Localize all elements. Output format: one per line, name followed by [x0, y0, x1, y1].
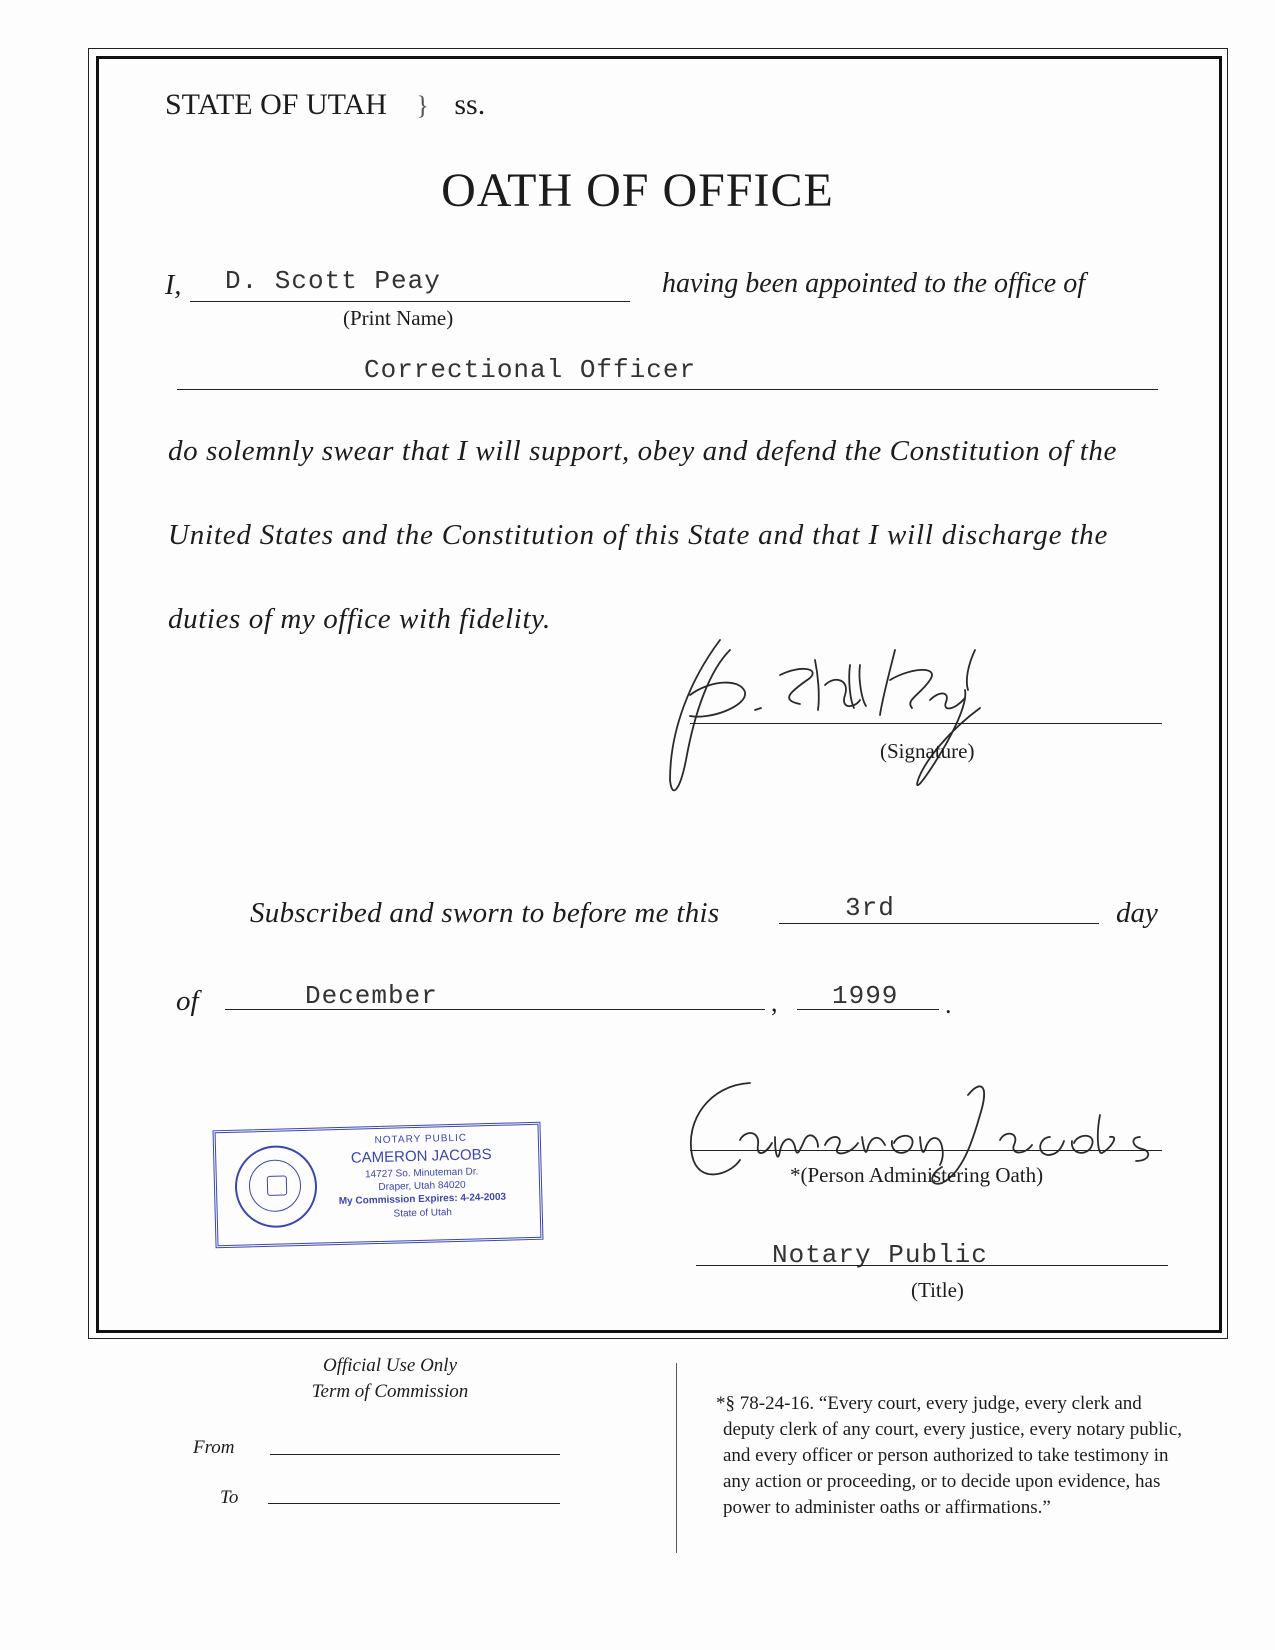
- subscribed-text: Subscribed and sworn to before me this: [250, 897, 720, 929]
- i-prefix: I,: [165, 270, 182, 301]
- month-value: December: [305, 981, 438, 1011]
- official-use-heading: Official Use Only: [322, 1355, 458, 1376]
- day-value: 3rd: [845, 893, 895, 923]
- administrator-line: [690, 1150, 1162, 1151]
- page-title: OATH OF OFFICE: [441, 164, 834, 217]
- month-line: [225, 1009, 765, 1010]
- month-comma: ,: [771, 988, 778, 1017]
- administrator-caption: *(Person Administering Oath): [790, 1163, 1044, 1187]
- ss-label: ss.: [454, 88, 486, 121]
- print-name-value: D. Scott Peay: [225, 266, 441, 296]
- statute-line-2: deputy clerk of any court, every justice, every notary public,: [723, 1419, 1182, 1440]
- state-seal-icon: [234, 1145, 318, 1229]
- statute-line-3: and every officer or person authorized to take testimony in: [723, 1445, 1169, 1466]
- stamp-name: CAMERON JACOBS: [350, 1146, 492, 1167]
- statute-line-5: power to administer oaths or affirmations.”: [723, 1497, 1051, 1518]
- office-line: [177, 389, 1158, 390]
- title-caption: (Title): [911, 1278, 964, 1302]
- year-line: [797, 1009, 939, 1010]
- bracket-glyph: }: [416, 91, 429, 120]
- from-line: [270, 1454, 560, 1455]
- print-name-line: [190, 301, 630, 302]
- oath-line-1: do solemnly swear that I will support, obey and defend the Constitution of the: [168, 435, 1117, 467]
- oath-line-3: duties of my office with fidelity.: [168, 603, 551, 635]
- title-value: Notary Public: [772, 1240, 988, 1270]
- stamp-commission: My Commission Expires: 4-24-2003: [338, 1191, 507, 1208]
- to-line: [268, 1503, 560, 1504]
- notary-stamp: [213, 1122, 544, 1249]
- oath-line-2: United States and the Constitution of this State and that I will discharge the: [168, 519, 1109, 551]
- statute-note: [716, 1391, 1182, 1521]
- statute-line-4: any action or proceeding, or to decide upon evidence, has: [723, 1471, 1161, 1492]
- to-label: To: [220, 1487, 239, 1508]
- of-label: of: [176, 985, 199, 1017]
- stamp-heading: NOTARY PUBLIC: [374, 1132, 468, 1147]
- term-heading: Term of Commission: [311, 1381, 469, 1402]
- state-label: STATE OF UTAH: [165, 88, 387, 121]
- year-period: .: [945, 990, 952, 1019]
- stamp-address-2: Draper, Utah 84020: [378, 1179, 466, 1193]
- vertical-divider: [676, 1363, 677, 1553]
- title-line: [696, 1265, 1168, 1266]
- day-label: day: [1116, 897, 1158, 929]
- day-line: [779, 923, 1099, 924]
- stamp-address-1: 14727 So. Minuteman Dr.: [364, 1166, 479, 1181]
- appointed-text: having been appointed to the office of: [662, 268, 1086, 299]
- signature-line: [690, 723, 1162, 724]
- print-name-caption: (Print Name): [343, 306, 454, 330]
- from-label: From: [193, 1437, 235, 1458]
- office-value: Correctional Officer: [364, 355, 697, 385]
- state-line: [165, 88, 485, 122]
- stamp-state: State of Utah: [393, 1207, 453, 1220]
- signature-caption: (Signature): [880, 739, 975, 763]
- statute-line-1: *§ 78-24-16. “Every court, every judge, every clerk and: [716, 1393, 1142, 1414]
- year-value: 1999: [832, 981, 899, 1011]
